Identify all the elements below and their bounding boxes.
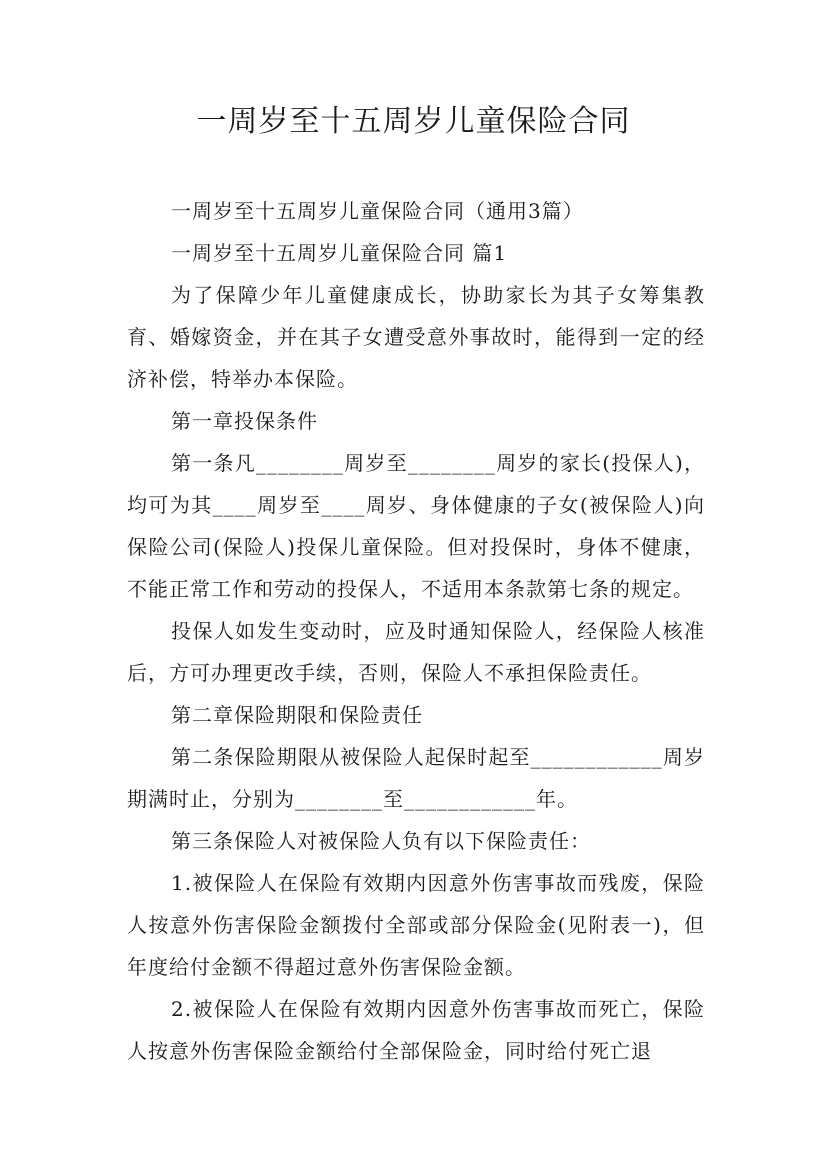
article-3: 第三条保险人对被保险人负有以下保险责任： [171, 829, 591, 853]
chapter-heading-2: 第二章保险期限和保险责任 [171, 703, 423, 727]
paragraph-purpose: 为了保障少年儿童健康成长，协助家长为其子女筹集教育、婚嫁资金，并在其子女遭受意外事故时，能得到一定的经济补偿，特举办本保险。 [127, 283, 705, 391]
article-3-item-1: 1.被保险人在保险有效期内因意外伤害事故而残废，保险人按意外伤害保险金额拨付全部或部分保险金(见附表一)，但年度给付金额不得超过意外伤害保险金额。 [127, 871, 705, 979]
paragraph-change-notice: 投保人如发生变动时，应及时通知保险人，经保险人核准后，方可办理更改手续，否则，保险人不承担保险责任。 [127, 619, 705, 685]
chapter-heading-1: 第一章投保条件 [171, 409, 318, 433]
article-1: 第一条凡________周岁至________周岁的家长(投保人)，均可为其____周岁至____周岁、身体健康的子女(被保险人)向保险公司(保险人)投保儿童保险。但对投保时，身体不健康，不能正常工作和劳动的投保人，不适用本条款第七条的规定。 [127, 451, 705, 601]
article-2: 第二条保险期限从被保险人起保时起至____________周岁期满时止，分别为________至____________年。 [127, 745, 705, 811]
document-body [127, 190, 705, 1072]
article-3-item-2: 2.被保险人在保险有效期内因意外伤害事故而死亡，保险人按意外伤害保险金额给付全部保险金，同时给付死亡退 [127, 997, 705, 1063]
document-title: 一周岁至十五周岁儿童保险合同 [196, 104, 631, 139]
paragraph-section-heading: 一周岁至十五周岁儿童保险合同 篇1 [171, 241, 508, 265]
paragraph-subtitle: 一周岁至十五周岁儿童保险合同（通用3篇） [171, 199, 584, 223]
